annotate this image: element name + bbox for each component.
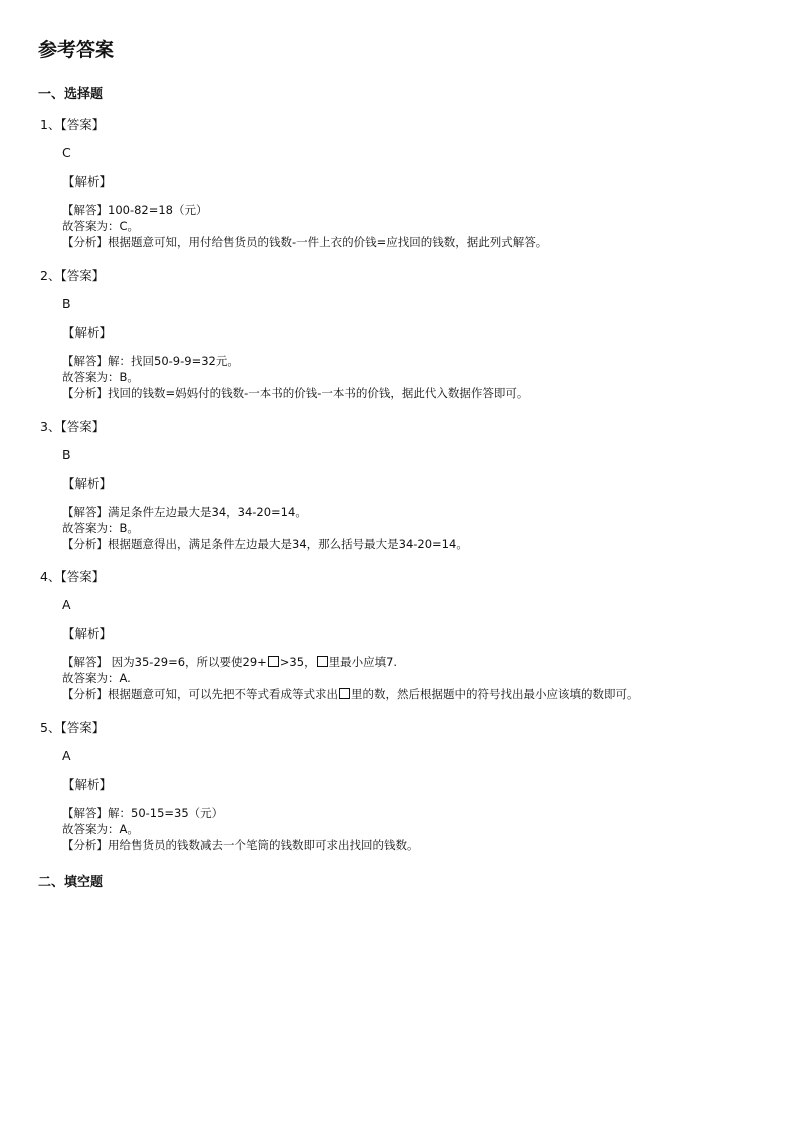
conclusion-line: 故答案为：A。 bbox=[62, 822, 139, 836]
solution-line: 【解答】解：50-15=35（元） bbox=[62, 806, 224, 820]
question-item bbox=[0, 268, 794, 418]
analysis-line: 【分析】根据题意得出，满足条件左边最大是34，那么括号最大是34-20=14。 bbox=[62, 537, 468, 551]
analysis-block bbox=[62, 504, 468, 552]
question-answer: A bbox=[62, 748, 71, 763]
solution-text: >35， bbox=[279, 655, 316, 669]
analysis-text: 里的数，然后根据题中的符号找出最小应该填的数即可。 bbox=[351, 687, 639, 701]
section-heading-multiple-choice: 一、选择题 bbox=[38, 87, 104, 102]
analysis-label: 【解析】 bbox=[62, 476, 113, 491]
analysis-block bbox=[62, 654, 639, 702]
solution-line: 【解答】100-82=18（元） bbox=[62, 203, 208, 217]
question-item bbox=[0, 419, 794, 569]
question-answer-header: 4、【答案】 bbox=[40, 569, 105, 584]
solution-line: 【解答】满足条件左边最大是34，34-20=14。 bbox=[62, 505, 307, 519]
question-item bbox=[0, 117, 794, 267]
question-answer-header: 1、【答案】 bbox=[40, 117, 105, 132]
conclusion-line: 故答案为：C。 bbox=[62, 219, 140, 233]
section-heading-fill-in-blank: 二、填空题 bbox=[38, 875, 104, 890]
question-answer: C bbox=[62, 145, 71, 160]
analysis-label: 【解析】 bbox=[62, 325, 113, 340]
question-answer-header: 3、【答案】 bbox=[40, 419, 105, 434]
blank-box-icon bbox=[339, 688, 350, 699]
question-item bbox=[0, 720, 794, 870]
conclusion-line: 故答案为：B。 bbox=[62, 521, 139, 535]
blank-box-icon bbox=[268, 656, 279, 667]
analysis-text: 【分析】根据题意可知，可以先把不等式看成等式求出 bbox=[62, 687, 338, 701]
analysis-line bbox=[62, 686, 639, 702]
question-answer: B bbox=[62, 447, 71, 462]
conclusion-line: 故答案为：B。 bbox=[62, 370, 139, 384]
analysis-label: 【解析】 bbox=[62, 626, 113, 641]
question-answer: B bbox=[62, 296, 71, 311]
blank-box-icon bbox=[317, 656, 328, 667]
analysis-line: 【分析】找回的钱数=妈妈付的钱数-一本书的价钱-一本书的价钱，据此代入数据作答即可。 bbox=[62, 386, 529, 400]
solution-text: 【解答】 因为35-29=6，所以要使29+ bbox=[62, 655, 267, 669]
question-answer: A bbox=[62, 597, 71, 612]
question-answer-header: 2、【答案】 bbox=[40, 268, 105, 283]
question-answer-header: 5、【答案】 bbox=[40, 720, 105, 735]
analysis-block bbox=[62, 202, 547, 250]
solution-text: 里最小应填7. bbox=[328, 655, 398, 669]
page-title: 参考答案 bbox=[38, 39, 115, 61]
analysis-line: 【分析】用给售货员的钱数减去一个笔筒的钱数即可求出找回的钱数。 bbox=[62, 838, 419, 852]
analysis-label: 【解析】 bbox=[62, 174, 113, 189]
analysis-block bbox=[62, 805, 419, 853]
analysis-line: 【分析】根据题意可知，用付给售货员的钱数-一件上衣的价钱=应找回的钱数，据此列式解答。 bbox=[62, 235, 548, 249]
solution-line bbox=[62, 654, 639, 670]
analysis-block bbox=[62, 353, 528, 401]
question-item bbox=[0, 569, 794, 719]
conclusion-line: 故答案为：A. bbox=[62, 671, 131, 685]
solution-line: 【解答】解：找回50-9-9=32元。 bbox=[62, 354, 239, 368]
analysis-label: 【解析】 bbox=[62, 777, 113, 792]
